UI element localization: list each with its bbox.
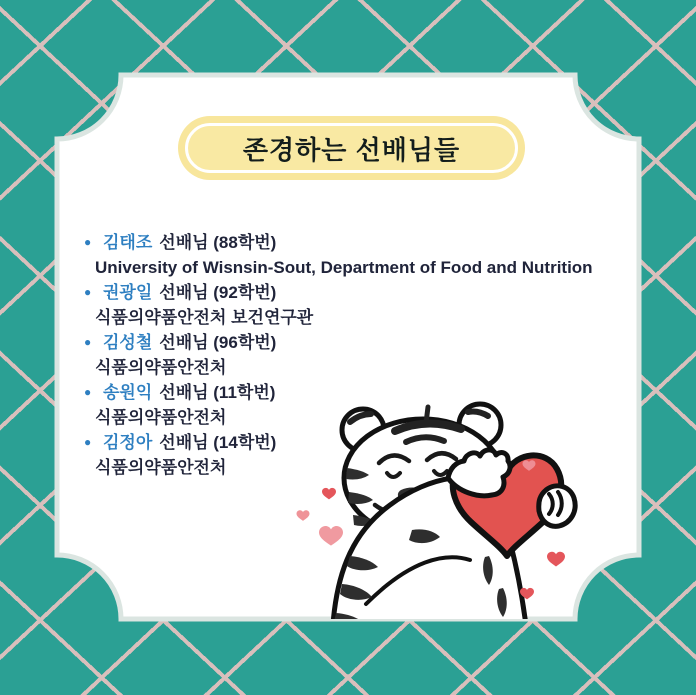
senior-title: 선배님 (14학번) — [159, 433, 277, 452]
senior-affiliation: 식품의약품안전처 — [95, 408, 227, 427]
bullet-icon: ● — [84, 435, 92, 449]
senior-list — [84, 230, 624, 480]
senior-item — [84, 230, 624, 280]
senior-title: 선배님 (96학번) — [159, 333, 277, 352]
senior-name: 송원익 — [103, 383, 153, 402]
senior-item — [84, 430, 624, 480]
senior-name: 김성철 — [103, 333, 153, 352]
senior-title: 선배님 (11학번) — [159, 383, 276, 402]
senior-title: 선배님 (88학번) — [159, 233, 277, 252]
senior-affiliation: University of Wisnsin-Sout, Department of Food and Nutrition — [95, 258, 593, 277]
senior-item — [84, 330, 624, 380]
senior-title: 선배님 (92학번) — [159, 283, 277, 302]
senior-name: 김정아 — [103, 433, 153, 452]
senior-affiliation: 식품의약품안전처 보건연구관 — [95, 308, 314, 327]
bullet-icon: ● — [84, 335, 92, 349]
senior-name: 김태조 — [103, 233, 153, 252]
senior-affiliation: 식품의약품안전처 — [95, 358, 227, 377]
senior-item — [84, 280, 624, 330]
senior-item — [84, 380, 624, 430]
senior-name: 권광일 — [103, 283, 153, 302]
bullet-icon: ● — [84, 235, 92, 249]
bullet-icon: ● — [84, 385, 92, 399]
page-title: 존경하는 선배님들 — [242, 134, 461, 165]
senior-affiliation: 식품의약품안전처 — [95, 458, 227, 477]
bullet-icon: ● — [84, 285, 92, 299]
title-banner — [185, 123, 518, 173]
